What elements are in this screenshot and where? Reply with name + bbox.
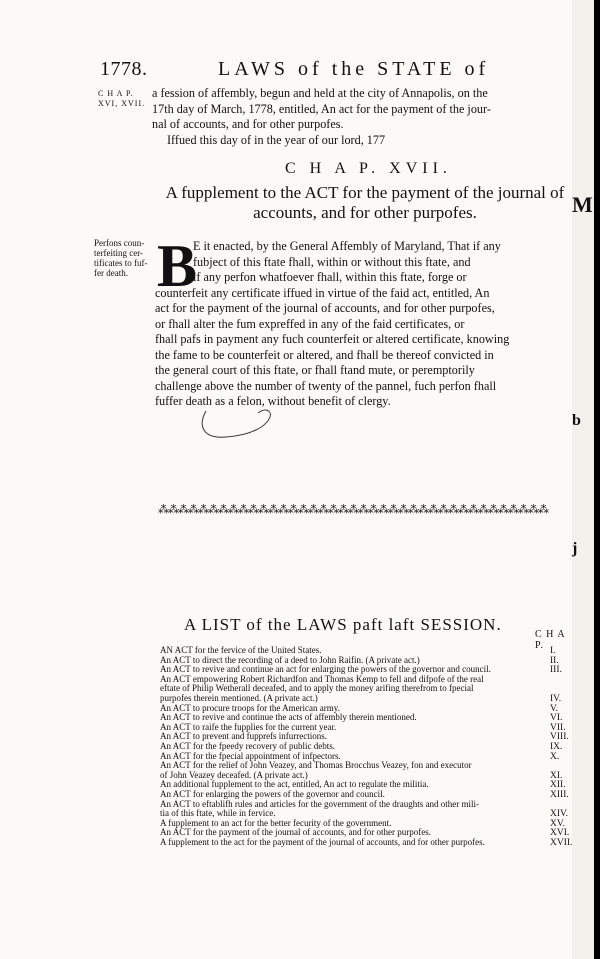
law-title: An ACT for the relief of John Veazey, and Thomas Brocchus Veazey, fon and executor: [160, 760, 472, 771]
law-title: purpofes therein mentioned. (A private act.): [160, 693, 318, 703]
law-title: An ACT to procure troops for the American army.: [160, 702, 340, 713]
law-title: An ACT for the payment of the journal of accounts, and for other purpofes.: [160, 827, 432, 838]
chapter-heading: C H A P. XVII.: [285, 160, 452, 177]
chapter-number: XIII.: [550, 790, 569, 800]
law-title: An ACT for the fpeedy recovery of public debts.: [160, 741, 336, 751]
law-title: of John Veazey deceafed. (A private act.): [160, 769, 308, 780]
chap-column-label: C H A P.: [535, 629, 566, 651]
chapter-number: IX.: [550, 742, 563, 752]
chapter-number: XVII.: [550, 838, 573, 848]
law-title: eftate of Philip Wetherall deceafed, and to apply the money arifing therefrom to fpecial: [160, 683, 474, 694]
list-heading: A LIST of the LAWS paft laft SESSION.: [184, 615, 502, 634]
printer-ornament: ⁂⁂⁂⁂⁂⁂⁂⁂⁂⁂⁂⁂⁂⁂⁂⁂⁂⁂⁂⁂⁂⁂⁂⁂⁂⁂⁂⁂⁂⁂⁂⁂⁂⁂⁂⁂⁂⁂⁂: [158, 504, 548, 515]
law-title: tia of this ftate, while in fervice.: [160, 808, 276, 819]
chap16-closing-text: a fession of affembly, begun and held at the city of Annapolis, on the 17th day of March, 1778, entitled, An act for the payment of the jour- nal of accounts, and for other purpofes. Iffued this day of in the year of our lord, 177: [152, 86, 491, 147]
chapter-body: E it enacted, by the General Affembly of Maryland, That if any fubject of this ftate fhall, within or without this ftate, and if any perfon whatfoever fhall, within this ftate, forge or counterfeit any certificate iffued in virtue of the faid act, entitled, An act for the payment of the journal of accounts, and for other purpofes, or fhall alter the fum expreffed in any of the faid certificates, or fhall pafs in payment any fuch counterfeit or altered certificate, knowing the fame to be counterfeit or altered, and fhall be thereof convicted in the general court of this ftate, or fhall ftand mute, or peremptorily challenge above the number of twenty of the pannel, fuch perfon fhall fuffer death as a felon, without benefit of clergy.: [155, 239, 510, 408]
page-year: 1778.: [100, 58, 148, 80]
chapter-number: X.: [550, 751, 560, 762]
chapter-number: VI.: [550, 713, 563, 724]
law-title: An ACT for the fpecial appointment of infpectors.: [160, 750, 341, 761]
law-title: AN ACT for the fervice of the United States.: [160, 645, 322, 655]
law-title: A fupplement to the act for the payment of the journal of accounts, and for other purpofes.: [160, 837, 485, 847]
facing-page-letter: j: [572, 540, 578, 557]
chapter-number: XVI.: [550, 828, 570, 839]
chapter-number: II.: [550, 655, 559, 666]
law-title: An ACT empowering Robert Richardfon and Thomas Kemp to fell and difpofe of the real: [160, 673, 484, 684]
chap16-side-label: C H A P. XVI, XVII.: [98, 89, 146, 108]
signature-scribble: [196, 405, 276, 445]
chapter-number: IV.: [550, 694, 562, 704]
law-title: An additional fupplement to the act, entitled, An act to regulate the militia.: [160, 779, 429, 790]
law-title: An ACT to eftablifh rules and articles for the government of the draughts and other mili-: [160, 798, 479, 809]
chapter-number: VIII.: [550, 732, 569, 743]
list-item: [160, 838, 560, 848]
law-title: An ACT for enlarging the powers of the governor and council.: [160, 789, 385, 799]
running-title: LAWS of the STATE of: [218, 58, 490, 80]
chapter-number: V.: [550, 703, 559, 714]
chapter-number: XI.: [550, 770, 563, 781]
drop-cap: B: [157, 233, 198, 299]
facing-page-edge: [572, 0, 594, 959]
chapter-number: XV.: [550, 818, 565, 829]
facing-page-letter: M: [572, 192, 593, 217]
facing-page-letter: b: [572, 412, 581, 429]
law-title: An ACT to raife the fupplies for the current year.: [160, 721, 337, 732]
chapter-title: A fupplement to the ACT for the payment of the journal of accounts, and for other purpofes.: [165, 183, 565, 222]
chapter-number: XII.: [550, 780, 566, 791]
chapter-number: I.: [550, 646, 556, 656]
law-title: An ACT to revive and continue an act for enlarging the powers of the governor and council.: [160, 664, 491, 675]
chapter-number: XIV.: [550, 809, 569, 820]
margin-note: Perfons coun- terfeiting cer- tificates to fuf- fer death.: [94, 238, 148, 278]
law-title: A fupplement to an act for the better fecurity of the government.: [160, 817, 392, 828]
law-title: An ACT to revive and continue the acts of affembly therein mentioned.: [160, 712, 417, 723]
chapter-number: VII.: [550, 722, 566, 733]
law-title: An ACT to prevent and fupprefs infurrections.: [160, 731, 328, 742]
law-title: An ACT to direct the recording of a deed to John Raifin. (A private act.): [160, 654, 420, 665]
chapter-number: III.: [550, 665, 562, 676]
